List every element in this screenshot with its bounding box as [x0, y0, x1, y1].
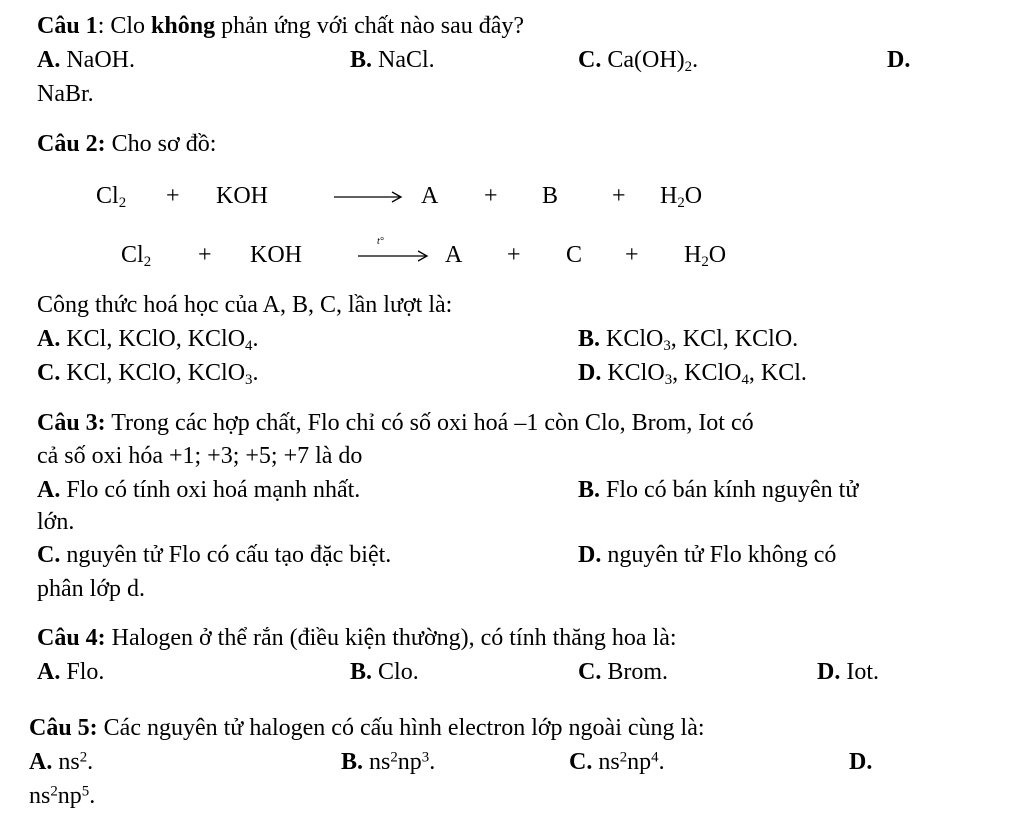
q1-option-b-key: B.	[350, 47, 373, 73]
q2-option-a-tail: .	[252, 326, 259, 352]
eq1-product-3	[660, 183, 703, 212]
q5-option-d-sup-2: 5	[81, 783, 90, 800]
q1-option-b-text: NaCl.	[372, 47, 435, 73]
question-4-stem	[37, 626, 677, 650]
q2-option-d-sub-1: 3	[664, 372, 673, 389]
question-3-stem	[37, 411, 754, 435]
q5-option-a	[29, 750, 93, 774]
q5-option-d-tail: .	[89, 783, 96, 809]
eq1-p3-sub: 2	[677, 195, 685, 212]
q1-option-d	[887, 48, 910, 72]
q1-option-d-value: NaBr.	[37, 81, 94, 107]
q5-option-b-mid: np	[397, 749, 422, 775]
eq2-reactant-1	[121, 242, 152, 271]
q1-option-c-sub: 2	[684, 59, 693, 76]
q4-option-c	[578, 660, 668, 684]
eq2-reactant-2: KOH	[250, 242, 302, 268]
q2-option-b-key: B.	[578, 326, 601, 352]
eq1-reactant-2: KOH	[216, 183, 268, 209]
q2-option-a-key: A.	[37, 326, 61, 352]
q1-option-a	[37, 48, 135, 72]
q5-option-c-sup-2: 4	[651, 749, 659, 766]
q5-option-d-mid: np	[57, 783, 82, 809]
eq1-reactant-1	[96, 183, 127, 212]
q2-option-b-sub: 3	[663, 338, 671, 355]
q2-option-c-tail: .	[252, 360, 259, 386]
q2-option-d-tail: , KCl.	[748, 360, 807, 386]
question-1-stem	[37, 14, 524, 38]
q5-option-c-text: ns	[592, 749, 620, 775]
q5-option-d-value: ns	[29, 783, 51, 809]
question-5-stem	[29, 716, 705, 740]
q3-option-b-key: B.	[578, 477, 601, 503]
eq2-r1-sub: 2	[143, 254, 152, 271]
q2-option-d-mid: , KClO	[672, 360, 742, 386]
q4-option-a-key: A.	[37, 659, 61, 685]
q2-option-c-sub: 3	[245, 372, 253, 389]
q2-option-c-key: C.	[37, 360, 61, 386]
q2-option-b	[578, 326, 799, 355]
question-3-line-1: Trong các hợp chất, Flo chỉ có số oxi hoá –1 còn Clo, Brom, Iot có	[105, 410, 754, 436]
eq1-plus-2: +	[484, 183, 498, 209]
q2-option-b-text: KClO	[600, 326, 664, 352]
eq2-condition: t°	[377, 236, 384, 247]
q4-option-d-key: D.	[817, 659, 841, 685]
q3-option-b-continued: lớn.	[37, 509, 75, 535]
q3-option-d-text: nguyên tử Flo không có	[601, 542, 837, 568]
eq2-product-2: C	[566, 242, 583, 268]
q4-option-b	[350, 660, 419, 684]
eq1-p3-tail: O	[684, 183, 703, 209]
question-2-question: Công thức hoá học của A, B, C, lần lượt là:	[37, 292, 453, 318]
q4-option-b-key: B.	[350, 659, 373, 685]
eq2-plus-3: +	[625, 242, 639, 268]
q2-option-d	[578, 360, 807, 389]
q4-option-a	[37, 660, 104, 684]
eq1-p3-text: H	[660, 183, 678, 209]
q4-option-d-text: Iot.	[840, 659, 880, 685]
q5-option-c-mid: np	[627, 749, 652, 775]
eq1-product-2: B	[542, 183, 559, 209]
eq1-r1-text: Cl	[96, 183, 119, 209]
question-2-label: Câu 2:	[37, 131, 106, 157]
q4-option-c-text: Brom.	[601, 659, 669, 685]
q2-option-a-text: KCl, KClO, KClO	[60, 326, 246, 352]
q1-option-c-tail: .	[692, 47, 699, 73]
question-5-text: Các nguyên tử halogen có cấu hình electron lớp ngoài cùng là:	[97, 715, 705, 741]
q5-option-b-sup-2: 3	[421, 749, 430, 766]
q3-option-c	[37, 543, 391, 567]
q2-option-d-text: KClO	[601, 360, 665, 386]
q1-option-c-key: C.	[578, 47, 602, 73]
q3-option-a-text: Flo có tính oxi hoá mạnh nhất.	[60, 477, 361, 503]
q5-option-d	[849, 750, 872, 774]
q3-option-c-key: C.	[37, 542, 61, 568]
q5-option-c-sup-1: 2	[619, 749, 628, 766]
eq2-r1-text: Cl	[121, 242, 144, 268]
eq2-p3-sub: 2	[701, 254, 709, 271]
question-5-label: Câu 5:	[29, 715, 98, 741]
q1-option-c	[578, 47, 699, 76]
q5-option-c	[569, 750, 665, 774]
q5-option-a-sup: 2	[79, 749, 88, 766]
q1-option-d-text	[37, 82, 94, 106]
q5-option-d-sup-1: 2	[50, 783, 58, 800]
eq2-product-3	[684, 242, 727, 271]
question-4-label: Câu 4:	[37, 625, 106, 651]
q5-option-c-key: C.	[569, 749, 593, 775]
question-1-emphasis: không	[151, 13, 216, 39]
eq1-arrow-icon	[334, 189, 404, 205]
q5-option-b-tail: .	[429, 749, 436, 775]
q5-option-a-text: ns	[52, 749, 80, 775]
question-1-text-a: : Clo	[97, 13, 152, 39]
q2-option-b-tail: , KCl, KClO.	[670, 326, 799, 352]
q5-option-d-text	[29, 784, 95, 808]
q5-option-b-key: B.	[341, 749, 364, 775]
eq2-p3-tail: O	[708, 242, 727, 268]
q3-option-d	[578, 543, 836, 567]
eq2-product-1: A	[445, 242, 463, 268]
q4-option-a-text: Flo.	[60, 659, 105, 685]
q3-option-a	[37, 478, 360, 502]
q5-option-b-sup-1: 2	[390, 749, 398, 766]
q3-option-a-key: A.	[37, 477, 61, 503]
q2-option-a-sub: 4	[245, 338, 253, 355]
eq1-plus-1: +	[166, 183, 180, 209]
eq2-p3-text: H	[684, 242, 702, 268]
q5-option-b-text: ns	[363, 749, 391, 775]
eq1-product-1: A	[421, 183, 439, 209]
question-1-label: Câu 1	[37, 13, 98, 39]
eq1-plus-3: +	[612, 183, 626, 209]
q5-option-a-tail: .	[87, 749, 94, 775]
q3-option-d-key: D.	[578, 542, 602, 568]
q2-option-c-text: KCl, KClO, KClO	[60, 360, 246, 386]
q1-option-c-text: Ca(OH)	[601, 47, 685, 73]
q2-option-c	[37, 360, 259, 389]
question-2-text: Cho sơ đồ:	[105, 131, 217, 157]
q5-option-c-tail: .	[658, 749, 665, 775]
q2-option-a	[37, 326, 259, 355]
eq2-arrow-icon	[358, 248, 430, 264]
question-3-line-2: cả số oxi hóa +1; +3; +5; +7 là do	[37, 443, 363, 469]
q4-option-c-key: C.	[578, 659, 602, 685]
eq1-r1-sub: 2	[118, 195, 127, 212]
q1-option-a-text: NaOH.	[60, 47, 135, 73]
question-3-label: Câu 3:	[37, 410, 106, 436]
q4-option-d	[817, 660, 879, 684]
q4-option-b-text: Clo.	[372, 659, 419, 685]
question-4-text: Halogen ở thể rắn (điều kiện thường), có tính thăng hoa là:	[105, 625, 677, 651]
q3-option-b	[578, 478, 858, 502]
eq2-plus-2: +	[507, 242, 521, 268]
q3-option-b-text: Flo có bán kính nguyên tử	[600, 477, 859, 503]
q1-option-b	[350, 48, 435, 72]
question-2-stem	[37, 132, 216, 156]
question-1-text-b: phản ứng với chất nào sau đây?	[215, 13, 525, 39]
q3-option-d-continued: phân lớp d.	[37, 576, 146, 602]
eq2-plus-1: +	[198, 242, 212, 268]
q1-option-d-key: D.	[887, 47, 911, 73]
q2-option-d-sub-2: 4	[741, 372, 749, 389]
q5-option-a-key: A.	[29, 749, 53, 775]
q3-option-c-text: nguyên tử Flo có cấu tạo đặc biệt.	[60, 542, 392, 568]
q2-option-d-key: D.	[578, 360, 602, 386]
q1-option-a-key: A.	[37, 47, 61, 73]
q5-option-b	[341, 750, 435, 774]
q5-option-d-key: D.	[849, 749, 873, 775]
